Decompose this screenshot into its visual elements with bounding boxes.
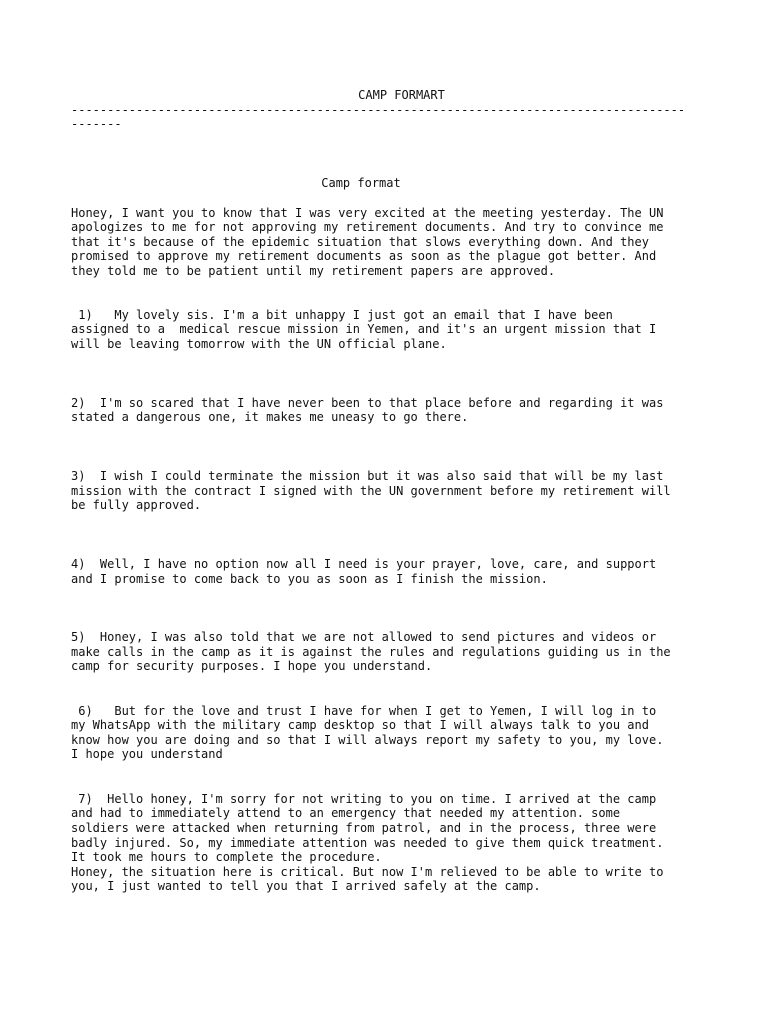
paragraph-line: assigned to a medical rescue mission in Yemen, and it's an urgent mission that I xyxy=(71,322,657,336)
paragraph-line: camp for security purposes. I hope you understand. xyxy=(71,659,433,673)
paragraph-line: you, I just wanted to tell you that I arrived safely at the camp. xyxy=(71,879,541,893)
paragraph-line: that it's because of the epidemic situation that slows everything down. And they xyxy=(71,235,649,249)
paragraph-line: 5) Honey, I was also told that we are not allowed to send pictures and videos or xyxy=(71,630,657,644)
paragraph-line: Honey, I want you to know that I was very excited at the meeting yesterday. The UN xyxy=(71,206,664,220)
paragraph-line: Honey, the situation here is critical. But now I'm relieved to be able to write to xyxy=(71,865,664,879)
paragraph-line: they told me to be patient until my retirement papers are approved. xyxy=(71,264,556,278)
paragraph-line: 7) Hello honey, I'm sorry for not writing to you on time. I arrived at the camp xyxy=(71,792,657,806)
paragraph-line: and I promise to come back to you as soon as I finish the mission. xyxy=(71,572,548,586)
paragraph-line: soldiers were attacked when returning from patrol, and in the process, three were xyxy=(71,821,657,835)
paragraph-line: stated a dangerous one, it makes me uneasy to go there. xyxy=(71,410,469,424)
document-heading: Camp format xyxy=(321,176,401,190)
paragraph-line: be fully approved. xyxy=(71,498,202,512)
paragraph-line: will be leaving tomorrow with the UN official plane. xyxy=(71,337,447,351)
paragraph-line: 4) Well, I have no option now all I need is your prayer, love, care, and support xyxy=(71,557,657,571)
header-rule-line: ------------------------------------------------------------------------------------- xyxy=(71,103,686,117)
document-header-title: CAMP FORMART xyxy=(358,88,445,102)
paragraph-line: and had to immediately attend to an emergency that needed my attention. some xyxy=(71,806,621,820)
paragraph-line: my WhatsApp with the military camp desktop so that I will always talk to you and xyxy=(71,718,649,732)
paragraph-line: 6) But for the love and trust I have for when I get to Yemen, I will log in to xyxy=(71,704,657,718)
paragraph-line: promised to approve my retirement documents as soon as the plague got better. And xyxy=(71,249,657,263)
paragraph-line: make calls in the camp as it is against the rules and regulations guiding us in the xyxy=(71,645,671,659)
paragraph-line: apologizes to me for not approving my retirement documents. And try to convince me xyxy=(71,220,664,234)
header-rule-line-continuation: ------- xyxy=(71,117,122,131)
paragraph-line: 1) My lovely sis. I'm a bit unhappy I just got an email that I have been xyxy=(71,308,613,322)
paragraph-line: 3) I wish I could terminate the mission but it was also said that will be my last xyxy=(71,469,664,483)
paragraph-line: 2) I'm so scared that I have never been to that place before and regarding it was xyxy=(71,396,664,410)
paragraph-line: badly injured. So, my immediate attention was needed to give them quick treatment. xyxy=(71,836,664,850)
paragraph-line: mission with the contract I signed with the UN government before my retirement will xyxy=(71,484,671,498)
paragraph-line: It took me hours to complete the procedure. xyxy=(71,850,382,864)
paragraph-line: I hope you understand xyxy=(71,747,223,761)
paragraph-line: know how you are doing and so that I will always report my safety to you, my love. xyxy=(71,733,664,747)
